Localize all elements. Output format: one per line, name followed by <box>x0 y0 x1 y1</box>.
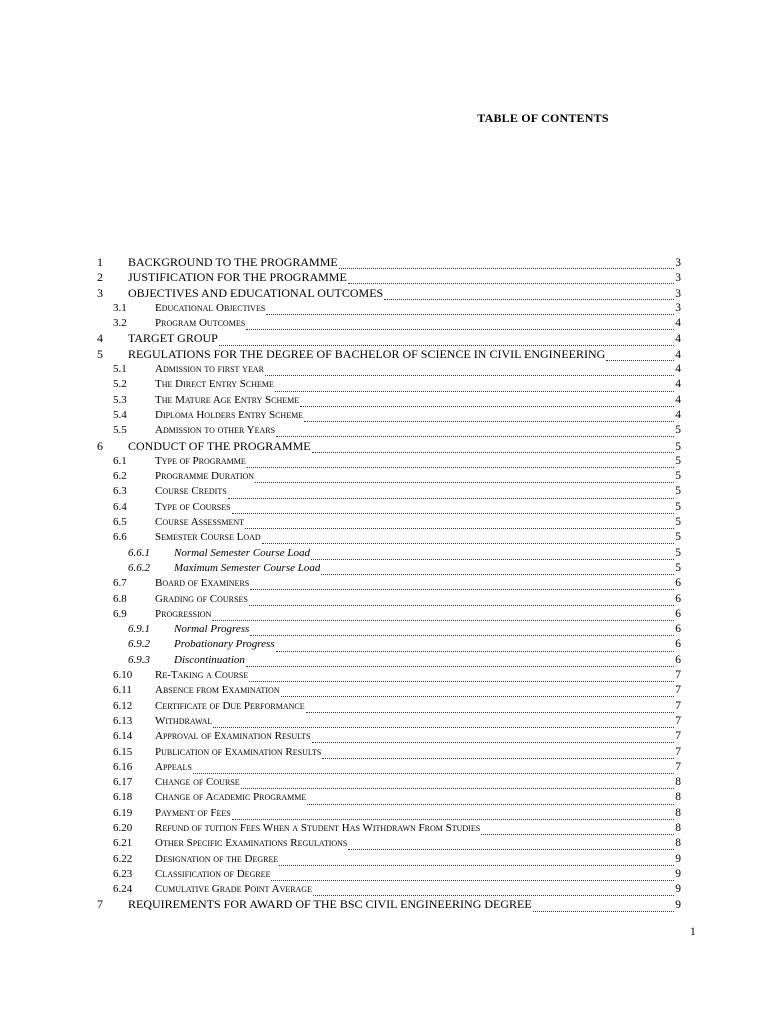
toc-entry-page: 5 <box>675 454 681 467</box>
toc-entry-title: CONDUCT OF THE PROGRAMME <box>128 438 311 453</box>
toc-entry-number: 5.5 <box>113 424 127 437</box>
toc-entry-page: 4 <box>675 348 681 361</box>
toc-entry[interactable] <box>97 515 681 530</box>
toc-entry-title: The Direct Entry Scheme <box>155 378 274 391</box>
toc-entry-number: 2 <box>97 270 103 285</box>
toc-entry-title: Absence from Examination <box>155 684 280 697</box>
toc-entry-title: The Mature Age Entry Scheme <box>155 393 300 406</box>
toc-entry-number: 5.4 <box>113 408 127 421</box>
dot-leader <box>247 457 674 468</box>
toc-entry-title: Maximum Semester Course Load <box>174 561 321 574</box>
toc-entry-page: 5 <box>675 531 681 544</box>
toc-entry-number: 6.24 <box>113 883 133 896</box>
dot-leader <box>271 870 674 881</box>
toc-entry[interactable] <box>97 393 681 408</box>
toc-entry-number: 6.13 <box>113 714 133 727</box>
toc-entry[interactable] <box>97 408 681 423</box>
toc-entry-page: 8 <box>675 821 681 834</box>
toc-entry-number: 5.3 <box>113 393 127 406</box>
toc-entry-number: 4 <box>97 331 103 346</box>
toc-entry-page: 4 <box>675 333 681 346</box>
toc-entry-page: 3 <box>675 287 681 300</box>
toc-entry-title: TARGET GROUP <box>128 331 218 346</box>
dot-leader <box>339 258 674 269</box>
toc-entry[interactable] <box>97 576 681 591</box>
toc-entry-page: 7 <box>675 699 681 712</box>
toc-entry-page: 9 <box>675 899 681 912</box>
toc-entry-page: 4 <box>675 363 681 376</box>
toc-entry[interactable] <box>97 775 681 790</box>
toc-entry-page: 7 <box>675 714 681 727</box>
toc-entry-title: Classification of Degree <box>155 867 271 880</box>
toc-entry-page: 6 <box>675 623 681 636</box>
toc-entry-page: 5 <box>675 516 681 529</box>
toc-entry-page: 6 <box>675 653 681 666</box>
toc-entry-number: 5.2 <box>113 378 127 391</box>
toc-entry-title: Course Credits <box>155 485 227 498</box>
toc-entry-page: 7 <box>675 730 681 743</box>
dot-leader <box>246 656 674 667</box>
toc-entry-number: 6.17 <box>113 776 133 789</box>
dot-leader <box>246 319 674 330</box>
toc-entry-title: Type of Programme <box>155 454 246 467</box>
toc-entry-title: REQUIREMENTS FOR AWARD OF THE BSC CIVIL ENGINEERING DEGREE <box>128 897 532 912</box>
dot-leader <box>232 503 674 514</box>
toc-entry-page: 4 <box>675 393 681 406</box>
toc-entry[interactable] <box>97 622 681 637</box>
dot-leader <box>249 671 674 682</box>
toc-entry-page: 8 <box>675 791 681 804</box>
dot-leader <box>312 732 674 743</box>
toc-entry[interactable] <box>97 882 681 897</box>
dot-leader <box>219 335 674 346</box>
toc-entry[interactable] <box>97 423 681 438</box>
toc-entry[interactable] <box>97 867 681 882</box>
toc-entry[interactable] <box>97 530 681 545</box>
toc-entry-number: 6.15 <box>113 745 133 758</box>
toc-entry-title: Course Assessment <box>155 516 244 529</box>
dot-leader <box>300 396 674 407</box>
dot-leader <box>321 564 674 575</box>
toc-entry-number: 6.19 <box>113 806 133 819</box>
toc-entry-title: Certificate of Due Performance <box>155 699 305 712</box>
dot-leader <box>307 794 674 805</box>
toc-entry-title: OBJECTIVES AND EDUCATIONAL OUTCOMES <box>128 285 384 300</box>
toc-entry-title: REGULATIONS FOR THE DEGREE OF BACHELOR OF SCIENCE IN CIVIL ENGINEERING <box>128 346 606 361</box>
toc-entry-page: 6 <box>675 607 681 620</box>
toc-entry[interactable] <box>97 592 681 607</box>
toc-entry-title: Program Outcomes <box>155 317 246 330</box>
toc-entry-number: 6.5 <box>113 516 127 529</box>
toc-entry-title: Programme Duration <box>155 470 255 483</box>
toc-entry-number: 6.20 <box>113 821 133 834</box>
toc-entry-title: Probationary Progress <box>174 638 275 651</box>
toc-entry[interactable] <box>97 790 681 805</box>
dot-leader <box>322 748 674 759</box>
toc-entry-page: 5 <box>675 500 681 513</box>
dot-leader <box>232 809 674 820</box>
dot-leader <box>193 763 674 774</box>
toc-entry[interactable] <box>97 500 681 515</box>
toc-entry-number: 6.6.1 <box>128 546 150 559</box>
toc-entry-title: Approval of Examination Results <box>155 730 311 743</box>
toc-entry-title: Appeals <box>155 760 192 773</box>
dot-leader <box>249 595 674 606</box>
toc-entry-page: 5 <box>675 485 681 498</box>
dot-leader <box>481 824 674 835</box>
toc-entry-number: 6.6 <box>113 531 127 544</box>
dot-leader <box>266 304 674 315</box>
toc-entry[interactable] <box>97 836 681 851</box>
toc-entry-number: 5.1 <box>113 363 127 376</box>
toc-entry-page: 9 <box>675 883 681 896</box>
toc-entry[interactable] <box>97 699 681 714</box>
toc-entry[interactable] <box>97 301 681 316</box>
toc-entry[interactable] <box>97 377 681 392</box>
toc-entry-title: Progression <box>155 607 212 620</box>
toc-entry-number: 6.9 <box>113 607 127 620</box>
toc-entry-page: 7 <box>675 745 681 758</box>
toc-entry-title: Normal Semester Course Load <box>174 546 310 559</box>
toc-entry[interactable] <box>97 760 681 775</box>
toc-entry[interactable] <box>97 546 681 561</box>
toc-entry-title: Change of Course <box>155 776 240 789</box>
dot-leader <box>262 533 674 544</box>
toc-entry[interactable] <box>97 637 681 652</box>
toc-entry-number: 6.9.2 <box>128 638 150 651</box>
dot-leader <box>245 518 674 529</box>
toc-entry-page: 3 <box>675 301 681 314</box>
toc-entry-page: 5 <box>675 470 681 483</box>
toc-entry-title: Type of Courses <box>155 500 231 513</box>
toc-entry-number: 7 <box>97 897 103 912</box>
toc-entry-title: Publication of Examination Results <box>155 745 322 758</box>
dot-leader <box>276 641 674 652</box>
toc-entry-title: Grading of Courses <box>155 592 248 605</box>
toc-entry-page: 8 <box>675 776 681 789</box>
toc-entry-page: 3 <box>675 257 681 269</box>
toc-entry-number: 3.1 <box>113 301 127 314</box>
dot-leader <box>533 901 674 912</box>
toc-entry[interactable] <box>97 439 681 454</box>
toc-entry-number: 3.2 <box>113 317 127 330</box>
toc-entry[interactable] <box>97 331 681 346</box>
dot-leader <box>250 579 674 590</box>
toc-entry-page: 4 <box>675 317 681 330</box>
dot-leader <box>304 411 674 422</box>
toc-entry-number: 6.9.1 <box>128 623 150 636</box>
toc-entry-number: 6.8 <box>113 592 127 605</box>
toc-entry-title: Other Specific Examinations Regulations <box>155 837 348 850</box>
toc-entry-number: 6.22 <box>113 852 133 865</box>
toc-entry-page: 4 <box>675 408 681 421</box>
toc-entry-page: 7 <box>675 760 681 773</box>
table-of-contents <box>97 255 681 913</box>
toc-entry[interactable] <box>97 745 681 760</box>
toc-entry-number: 6.23 <box>113 867 133 880</box>
toc-entry[interactable] <box>97 683 681 698</box>
dot-leader <box>281 686 674 697</box>
toc-entry-page: 6 <box>675 592 681 605</box>
dot-leader <box>279 855 674 866</box>
toc-entry[interactable] <box>97 714 681 729</box>
toc-entry-page: 9 <box>675 852 681 865</box>
toc-entry-title: Withdrawal <box>155 714 213 727</box>
toc-entry[interactable] <box>97 484 681 499</box>
toc-entry-title: Refund of tuition Fees When a Student Has Withdrawn From Studies <box>155 821 481 834</box>
toc-entry-title: Semester Course Load <box>155 531 261 544</box>
toc-entry[interactable] <box>97 607 681 622</box>
toc-entry-page: 8 <box>675 806 681 819</box>
toc-entry-title: JUSTIFICATION FOR THE PROGRAMME <box>128 270 347 285</box>
toc-entry-title: Board of Examiners <box>155 577 250 590</box>
toc-entry-number: 6.3 <box>113 485 127 498</box>
toc-entry-title: Change of Academic Programme <box>155 791 307 804</box>
toc-entry-page: 6 <box>675 577 681 590</box>
dot-leader <box>606 350 674 361</box>
toc-entry-title: Re-Taking a Course <box>155 669 249 682</box>
toc-entry[interactable] <box>97 347 681 362</box>
dot-leader <box>313 885 674 896</box>
toc-entry-page: 5 <box>675 561 681 574</box>
dot-leader <box>250 625 674 636</box>
toc-entry-number: 6.16 <box>113 760 133 773</box>
dot-leader <box>241 778 674 789</box>
toc-entry[interactable] <box>97 362 681 377</box>
dot-leader <box>348 839 674 850</box>
toc-entry-number: 6 <box>97 438 103 453</box>
toc-entry-number: 3 <box>97 285 103 300</box>
toc-entry-title: Admission to other Years <box>155 424 276 437</box>
toc-entry[interactable] <box>97 806 681 821</box>
dot-leader <box>311 549 674 560</box>
toc-entry[interactable] <box>97 561 681 576</box>
dot-leader <box>213 717 674 728</box>
toc-entry[interactable] <box>97 469 681 484</box>
toc-entry-title: Educational Objectives <box>155 301 266 314</box>
toc-entry-number: 1 <box>97 255 103 269</box>
toc-entry-number: 5 <box>97 346 103 361</box>
dot-leader <box>276 426 674 437</box>
toc-entry-title: Payment of Fees <box>155 806 231 819</box>
toc-entry-title: Diploma Holders Entry Scheme <box>155 408 304 421</box>
toc-entry[interactable] <box>97 270 681 285</box>
toc-entry-page: 5 <box>675 424 681 437</box>
toc-entry-number: 6.6.2 <box>128 561 150 574</box>
toc-entry-number: 6.11 <box>113 684 132 697</box>
dot-leader <box>212 610 674 621</box>
toc-entry-page: 6 <box>675 638 681 651</box>
toc-entry-number: 6.10 <box>113 669 133 682</box>
dot-leader <box>384 289 674 300</box>
dot-leader <box>306 702 674 713</box>
toc-entry-number: 6.2 <box>113 470 127 483</box>
dot-leader <box>255 472 674 483</box>
toc-entry-number: 6.14 <box>113 730 133 743</box>
toc-title: TABLE OF CONTENTS <box>477 111 609 125</box>
toc-entry-title: Normal Progress <box>174 623 250 636</box>
toc-entry[interactable] <box>97 897 681 912</box>
toc-entry-page: 5 <box>675 440 681 453</box>
toc-entry-title: Cumulative Grade Point Average <box>155 883 312 896</box>
page-number: 1 <box>690 926 696 938</box>
toc-entry-title: Admission to first year <box>155 363 264 376</box>
toc-entry-number: 6.7 <box>113 577 127 590</box>
toc-entry-number: 6.4 <box>113 500 127 513</box>
toc-entry-number: 6.9.3 <box>128 653 150 666</box>
toc-entry-page: 3 <box>675 272 681 285</box>
toc-entry-page: 7 <box>675 684 681 697</box>
toc-entry[interactable] <box>97 852 681 867</box>
toc-entry-page: 5 <box>675 546 681 559</box>
toc-entry-page: 7 <box>675 669 681 682</box>
toc-entry[interactable] <box>97 821 681 836</box>
dot-leader <box>265 365 674 376</box>
toc-entry-title: Designation of the Degree <box>155 852 279 865</box>
toc-entry[interactable] <box>97 668 681 683</box>
toc-entry-title: BACKGROUND TO THE PROGRAMME <box>128 255 338 269</box>
toc-entry-page: 8 <box>675 837 681 850</box>
dot-leader <box>312 442 674 453</box>
toc-entry-title: Discontinuation <box>174 653 245 666</box>
dot-leader <box>348 273 674 284</box>
toc-entry[interactable] <box>97 255 681 270</box>
toc-entry-number: 6.21 <box>113 837 133 850</box>
toc-entry[interactable] <box>97 729 681 744</box>
toc-entry[interactable] <box>97 286 681 301</box>
toc-entry-number: 6.18 <box>113 791 133 804</box>
toc-entry-page: 4 <box>675 378 681 391</box>
toc-entry-page: 9 <box>675 867 681 880</box>
dot-leader <box>275 381 674 392</box>
toc-entry-number: 6.1 <box>113 454 127 467</box>
toc-entry[interactable] <box>97 454 681 469</box>
toc-entry-number: 6.12 <box>113 699 133 712</box>
toc-entry[interactable] <box>97 316 681 331</box>
toc-entry[interactable] <box>97 653 681 668</box>
dot-leader <box>228 488 674 499</box>
